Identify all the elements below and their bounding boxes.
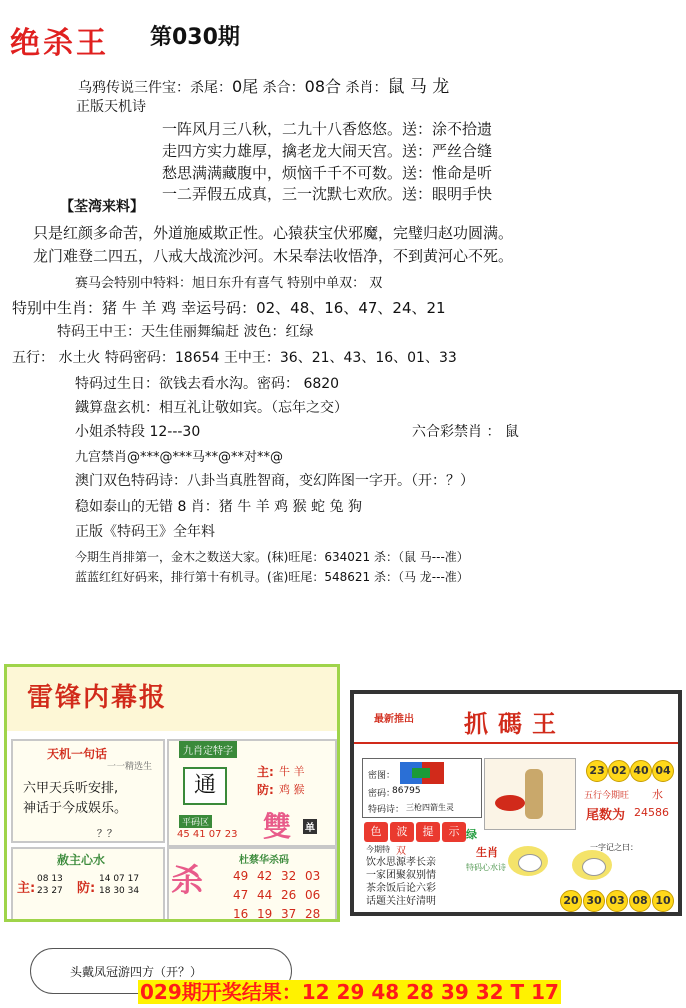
number-ball: 02 [608,760,630,782]
zhu-value: 牛 羊 [279,765,305,778]
mima-label: 密码： [368,789,396,799]
kill-xiao-label: 杀肖： [345,80,388,96]
issue-number: 第030期 [150,25,240,50]
fang-value: 鸡 猴 [279,783,305,796]
seal-tile: 提 [416,822,440,842]
macau-line: 澳门双色特码诗：八卦当真胜智商，变幻阵图一字开。（开：？） [75,473,474,489]
seal-tile: 色 [364,822,388,842]
abacus-line: 鐵算盘玄机：相互礼让敬如宾。（忘年之交） [75,400,348,416]
special-zodiac-line: 特别中生肖：猪 牛 羊 鸡 幸运号码：02、48、16、47、24、21 [12,299,446,317]
shuang-char: 雙 [263,810,292,843]
kill-number-grid [233,865,329,922]
today-value: 双 [396,846,406,857]
kill-number: 16 [233,907,249,921]
small-line: 今期生肖排第一，金木之数送大家。(秣)旺尾：634021 杀：（鼠 马---准） [75,550,469,564]
zhu2-numbers: 08 13 23 27 [37,874,63,896]
big-char: 通 [183,767,227,805]
shengxiao-label: 生肖 [476,846,498,859]
birthday-line: 特码过生日：欲钱去看水沟。密码： 6820 [75,376,340,392]
tianji-text: 神话于今成娱乐。 [23,801,128,816]
number-ball: 23 [586,760,608,782]
kill-number: 19 [257,907,273,921]
draw-result: 029期开奖结果：12 29 48 28 39 32 T 17 [140,980,559,1004]
kill-char: 杀 [171,861,204,899]
fang2-label: 防: [77,881,96,896]
miss-kill-line: 小姐杀特段 12---30 [75,424,201,440]
poem-line: 走四方实力雄厚，擒老龙大闹天宫。送：严丝合缝 [162,142,493,160]
tema-value: 三枪四箭生灵 [406,803,454,812]
ping-numbers: 45 41 07 23 [177,829,238,840]
seal-tile: 示 [442,822,466,842]
horse-line: 赛马会特别中特料：旭日东升有喜气 特别中单双： 双 [75,276,383,291]
number-ball: 03 [606,890,628,912]
number-ball: 30 [583,890,605,912]
seal-tip: 绿 [466,828,477,841]
right-poem: 一家团聚叙别情 [366,870,436,881]
source-line: 只是红颜多命苦，外道施威欺正性。心猿获宝伏邪魔，完璧归赵功圆满。 [33,224,514,242]
poem-line: 愁思满满藏腹中，烦恼千千不可数。送：惟命是听 [162,164,493,182]
crow-line [78,72,449,97]
kill-number: 06 [305,888,321,902]
heart-title: 赦主心水 [57,853,106,867]
kill-he-label: 杀合： [262,80,305,96]
liuhe-ban-line: 六合彩禁肖 ： 鼠 [412,424,519,440]
tail-label: 尾数为 [586,808,626,823]
mitu-label: 密图： [368,771,396,781]
kill-number: 47 [233,888,249,902]
zhuamawang-title: 抓碼王 [464,709,566,738]
question-marks: ？？ [97,829,117,840]
kill-number: 32 [281,869,297,883]
zhu2-label: 主: [17,881,36,896]
right-poem: 茶余饭后论六彩 [366,883,436,894]
leifeng-title: 雷锋内幕报 [27,683,168,713]
kill-number: 03 [305,869,321,883]
kill-number: 42 [257,869,273,883]
ping-label: 平码区 [179,815,212,828]
annual-line: 正版《特码王》全年料 [75,524,215,540]
zhu-label: 主: [257,765,274,779]
wuxing-line: 五行： 水土火 特码密码：18654 王中王：36、21、43、16、01、33 [12,350,457,366]
poem-line: 一阵风月三八秋，二九十八香悠悠。送：涂不拾遗 [162,120,493,138]
leifeng-panel [4,664,340,922]
new-label: 最新推出 [374,714,414,725]
poem-line: 一二弄假五成真，三一沈默七欢欣。送：眼明手快 [162,185,493,203]
kill-xiao: 鼠 马 龙 [387,77,450,97]
source-title: 【荃湾来料】 [60,199,144,215]
wuxing-label: 五行今期旺 [584,791,630,801]
right-poem: 饮水思源孝长亲 [366,857,436,868]
number-ball: 40 [630,760,652,782]
wuxing-value: 水 [652,788,663,801]
animal-cartoon [502,838,562,884]
tema-label: 特码诗： [368,805,405,815]
kill-tail: 0尾 [232,77,259,96]
kill-number: 37 [281,907,297,921]
logo: 绝杀王 [10,26,109,61]
source-line: 龙门难登二四五，八戒大战流沙河。木呆奉法收悟净，不到黄河心不死。 [33,247,514,265]
fang-label: 防: [257,783,274,797]
tianji-title: 天机一句话 [47,747,108,761]
tianji-text: 六甲天兵听安排, [23,781,119,796]
number-ball: 10 [652,890,674,912]
number-ball: 20 [560,890,582,912]
fixed-title: 九肖定特字 [179,741,237,758]
number-ball: 04 [652,760,674,782]
soldier-figure [484,758,576,830]
cloud-text: 头戴凤冠游四方（开？） [70,965,203,979]
tv-icon [400,762,444,784]
tail-value: 24586 [634,806,669,819]
king-line: 特码王中王：天生佳丽舞编赶 波色：红绿 [57,324,314,340]
today-label: 今期特 [366,845,390,854]
taishan-line: 稳如泰山的无错 8 肖：猪 牛 羊 鸡 猴 蛇 兔 狗 [75,499,362,515]
single-label: 单 [303,819,317,834]
right-poem: 话题关注好清明 [366,896,436,907]
poem-title: 正版天机诗 [76,99,146,115]
mima-value: 86795 [392,786,421,796]
kill-number: 49 [233,869,249,883]
one-char-label: 一字记之曰： [590,843,638,852]
crow-label: 乌鸦传说三件宝：杀尾： [78,80,232,96]
tema-xin-label: 特码心水诗 [466,863,506,872]
small-line: 蓝蓝红红好码来，排行第十有机寻。(雀)旺尾：548621 杀：（马 龙---准） [75,570,469,584]
kill-number: 44 [257,888,273,902]
tianji-sub: 一一精选生 [107,762,153,772]
kill-number: 28 [305,907,321,921]
number-ball: 08 [629,890,651,912]
fang2-numbers: 14 07 17 18 30 34 [99,874,140,896]
kill-he: 08合 [304,77,342,96]
kill-title: 杜蔡华杀码 [239,855,289,866]
zhuamawang-panel [350,690,682,916]
kill-number: 26 [281,888,297,902]
nine-palace-line: 九宫禁肖@***@***马**@**对**@ [75,450,284,465]
seal-tile: 波 [390,822,414,842]
